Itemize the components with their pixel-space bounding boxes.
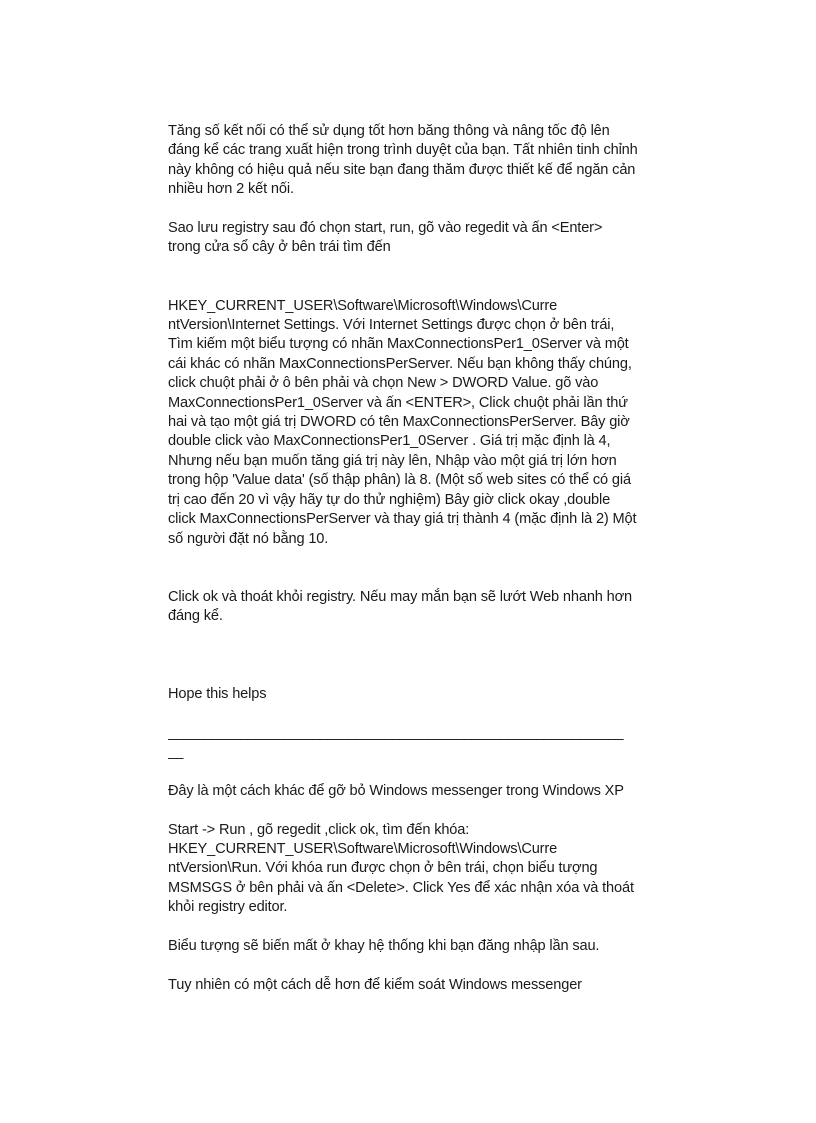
text-line: này không có hiệu quả nếu site bạn đang thăm được thiết kế để ngăn cản [168, 161, 636, 178]
text-line: ntVersion\Run. Với khóa run được chọn ở bên trái, chọn biểu tượng [168, 860, 598, 877]
text-line: MSMSGS ở bên phải và ấn <Delete>. Click Yes để xác nhận xóa và thoát [168, 879, 634, 896]
text-line: click chuột phải ở ô bên phải và chọn New > DWORD Value. gõ vào [168, 375, 599, 392]
text-line: Sao lưu registry sau đó chọn start, run, gõ vào regedit và ấn <Enter> [168, 220, 603, 237]
text-line: trong cửa sổ cây ở bên trái tìm đến [168, 239, 391, 256]
text-line: khỏi registry editor. [168, 899, 288, 916]
text-line: trong hộp 'Value data' (số thập phân) là 8. (Một số web sites có thể có giá [168, 472, 631, 489]
paragraph-increase-connections [168, 122, 698, 200]
text-line: Start -> Run , gõ regedit ,click ok, tìm đến khóa: [168, 821, 470, 838]
paragraph-registry-instructions [168, 297, 698, 549]
text-line: ntVersion\Internet Settings. Với Internet Settings được chọn ở bên trái, [168, 317, 615, 334]
text-line: Biểu tượng sẽ biến mất ở khay hệ thống khi bạn đăng nhập lần sau. [168, 937, 600, 954]
text-line: Tuy nhiên có một cách dễ hơn để kiểm soát Windows messenger [168, 976, 582, 993]
text-line: Click ok và thoát khỏi registry. Nếu may mắn bạn sẽ lướt Web nhanh hơn [168, 588, 633, 605]
text-line: đáng kể. [168, 608, 223, 625]
text-line: Đây là một cách khác để gỡ bỏ Windows messenger trong Windows XP [168, 782, 624, 799]
text-line: click MaxConnectionsPerServer và thay giá trị thành 4 (mặc định là 2) Một [168, 511, 637, 528]
paragraph-hope-this-helps [168, 685, 698, 704]
text-line: trị cao đến 20 vì vậy hãy tự do thử nghiệm) Bây giờ click okay ,double [168, 491, 611, 508]
paragraph-backup-registry [168, 219, 698, 258]
text-line: đáng kể các trang xuất hiện trong trình duyệt của bạn. Tất nhiên tinh chỉnh [168, 142, 638, 159]
text-line: hai và tạo một giá trị DWORD có tên MaxConnectionsPerServer. Bây giờ [168, 414, 630, 431]
text-line: cái khác có nhãn MaxConnectionsPerServer. Nếu bạn không thấy chúng, [168, 355, 632, 372]
paragraph-start-run [168, 821, 698, 918]
text-line: HKEY_CURRENT_USER\Software\Microsoft\Windows\Curre [168, 297, 558, 314]
paragraph-icon-disappears [168, 937, 698, 956]
text-line: Tìm kiếm một biểu tượng có nhãn MaxConnectionsPer1_0Server và một [168, 336, 629, 353]
rule-line: _______________________________________________________________ [168, 724, 623, 741]
text-line: Tăng số kết nối có thể sử dụng tốt hơn băng thông và nâng tốc độ lên [168, 123, 610, 139]
text-line: HKEY_CURRENT_USER\Software\Microsoft\Windows\Curre [168, 840, 558, 857]
paragraph-click-ok [168, 588, 698, 627]
text-line: số người đặt nó bằng 10. [168, 530, 329, 547]
paragraph-easier-way [168, 976, 698, 995]
text-line: double click vào MaxConnectionsPer1_0Server . Giá trị mặc định là 4, [168, 433, 611, 450]
separator-rule [168, 724, 698, 763]
document-body [168, 122, 698, 995]
text-line: MaxConnectionsPer1_0Server và ấn <ENTER>, Click chuột phải lần thứ [168, 394, 628, 411]
text-line: Hope this helps [168, 685, 267, 702]
text-line: nhiều hơn 2 kết nối. [168, 181, 294, 198]
text-line: Nhưng nếu bạn muốn tăng giá trị này lên, Nhập vào một giá trị lớn hơn [168, 452, 617, 469]
paragraph-remove-messenger [168, 782, 698, 801]
rule-line: __ [168, 743, 183, 760]
